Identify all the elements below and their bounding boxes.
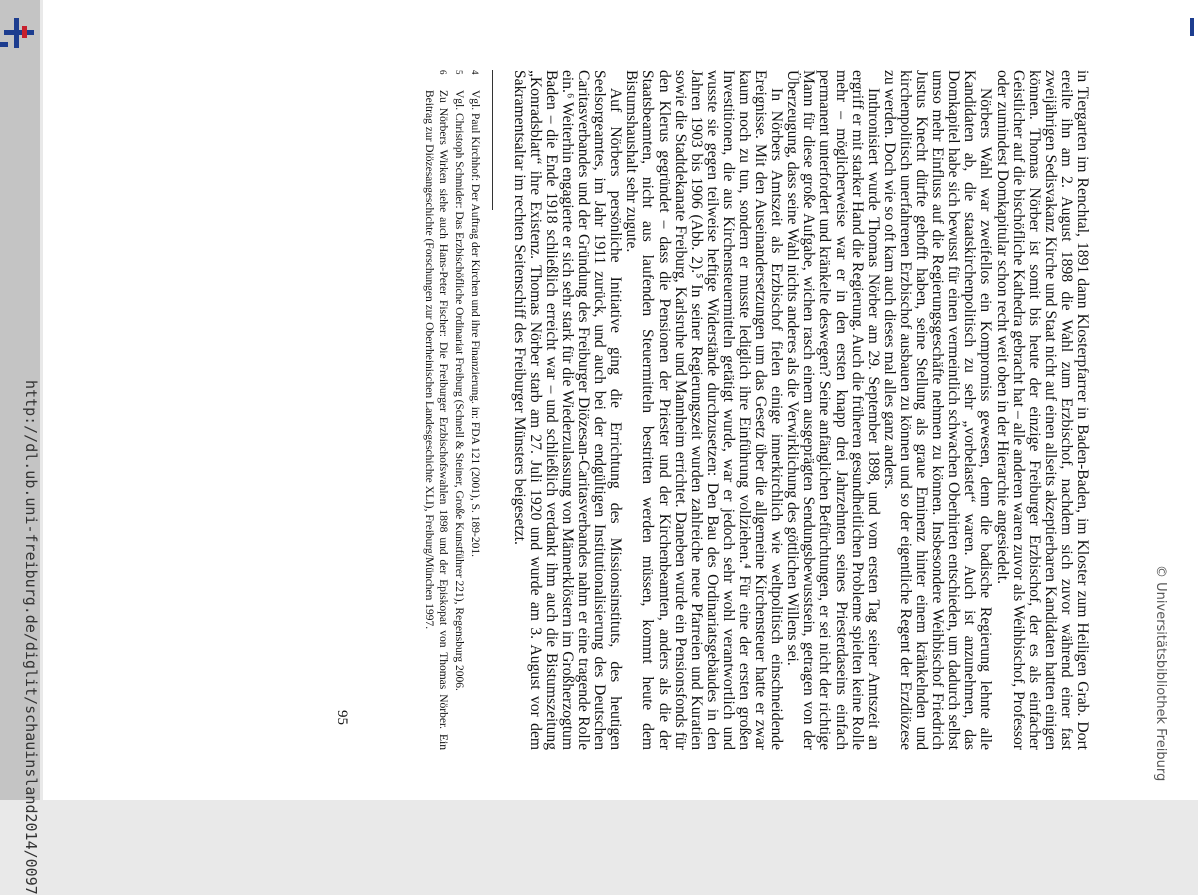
page-number: 95: [334, 710, 350, 725]
footnote-divider: [492, 70, 493, 210]
library-logo-icon: [0, 10, 36, 50]
source-url-watermark: http://dl.ub.uni-freiburg.de/diglit/schauinsland2014/0097: [22, 380, 40, 895]
footnote-text: Zu Nörbers Wirken siehe auch Hans-Peter Fischer: Die Freiburger Erzbischofswahlen 1898 und der Episkopat von Thomas Nörber. Ein Beitrag zur Diözesangeschichte (Forschungen zur Oberrheinischen Landesgeschichte XLI), Freiburg/München 1997.: [422, 90, 449, 750]
paragraph-2: Nörbers Wahl war zweifellos ein Kompromiss gewesen, denn die badische Regierung lehnte alle Kandidaten ab, die staatskirchenpolitisch zu sehr „vorbelastet“ waren. Auch ist anzunehmen, das Domkapitel habe sich bewusst für einen vermeintlich schwachen Oberhirten entschieden, um dadurch selbst umso mehr Einfluss auf die Regierungsgeschäfte nehmen zu können. Insbesondere Weihbischof Friedrich Justus Knecht dürfte gehofft haben, seine Stellung als graue Eminenz hinter einem kränkelnden und kirchenpolitisch unerfahrenen Erzbischof ausbauen zu können und so der eigentliche Regent der Erzdiözese zu werden. Doch wie so oft kam auch dieses mal alles ganz anders.: [880, 70, 995, 750]
paragraph-5: Auf Nörbers persönliche Initiative ging die Errichtung des Missionsinstituts, des heutigen Seelsorgeamtes, im Jahr 1911 zurück, und auch bei der endgültigen Institutionalisierung des Deutschen Caritasverbandes und der Gründung des Freiburger Diözesan-Caritasverbandes nahm er eine tragende Rolle ein.⁶ Weiterhin engagierte er sich sehr stark für die Wiederzulassung von Männerklöstern im Großherzogtum Baden – die Ende 1918 schließlich erreicht war – und schließlich verdankt ihm auch die Bistumszeitung „Konradsblatt“ ihre Existenz. Thomas Nörber starb am 27. Juli 1920 und wurde am 3. August vor dem Sakramentsaltar im rechten Seitenschiff des Freiburger Münsters beigesetzt.: [510, 70, 625, 750]
footnote: [452, 70, 466, 750]
footnote: [422, 70, 450, 750]
footnote-number: 4: [469, 70, 480, 75]
page-body-rotated: [40, 70, 1090, 750]
footnote: [468, 70, 482, 750]
paragraph-4: In Nörbers Amtszeit als Erzbischof fielen einige innerkirchlich wie weltpolitisch einschneidende Ereignisse. Mit den Auseinandersetzungen um das Gesetz über die allgemeine Kirchensteuer hatte er zwar kaum noch zu tun, sondern er musste lediglich ihre Einführung vollziehen.⁴ Für eine der ersten großen Investitionen, die aus Kirchensteuermitteln getätigt wurde, war er jedoch sehr wohl verantwortlich und wusste sie gegen teilweise heftige Widerstände durchzusetzen: Den Bau des Ordinariatsgebäudes in den Jahren 1903 bis 1906 (Abb. 2).⁵ In seiner Regierungszeit wurden zahlreiche neue Pfarreien und Kuratien sowie die Stadtdekanate Freiburg, Karlsruhe und Mannheim errichtet. Daneben wurde ein Pensionsfonds für den Klerus gegründet – dass die Pensionen der Priester und der Kirchenbeamten, anders als die der Staatsbeamten, nicht aus laufenden Steuermitteln bestritten werden müssen, kommt heute dem Bistumshaushalt sehr zugute.: [623, 70, 786, 750]
footnote-number: 6: [437, 70, 448, 75]
footnote-text: Vgl. Christoph Schmider: Das Erzbischöfliche Ordinariat Freiburg (Schnell & Steiner, Große Kunstführer 221), Regensburg 2006.: [452, 90, 465, 691]
paragraph-1: in Tiergarten im Renchtal, 1891 dann Klosterpfarrer in Baden-Baden, im Kloster zum Heiligen Grab. Dort ereilte ihn am 2. August 1898 die Wahl zum Erzbischof, nachdem sich zuvor während einer fast zweijährigen Sedisvakanz Kirche und Staat nicht auf einen allseits akzeptierbaren Kandidaten hatten einigen können. Thomas Nörber ist somit bis heute der einzige Freiburger Erzbischof, der es als einfacher Geistlicher auf die bischöfliche Kathedra gebracht hat – alle anderen waren zuvor als Weihbischof, Professor oder zumindest Domkapitular schon recht weit oben in der Hierarchie angesiedelt.: [993, 70, 1091, 750]
library-copyright-watermark: © Universitätsbibliothek Freiburg: [1153, 565, 1168, 782]
paragraph-3: Inthronisiert wurde Thomas Nörber am 29. September 1898, und vom ersten Tag seiner Amtszeit an ergriff er mit starker Hand die Regierung. Auch die früheren gesundheitlichen Probleme spielten keine Rolle mehr – möglicherweise war er in den ersten knapp drei Jahrzehnten seines Priesterdaseins einfach permanent unterfordert und kränkelte deswegen? Seine anfänglichen Befürchtungen, er sei nicht der richtige Mann für diese große Aufgabe, wichen rasch einem ausgeprägten Sendungsbewusstsein, getragen von der Überzeugung, dass seine Wahl nichts anderes als die Verwirklichung des göttlichen Willens sei.: [784, 70, 882, 750]
footnote-number: 5: [453, 70, 464, 75]
footnote-text: Vgl. Paul Kirchhof: Der Auftrag der Kirchen und ihre Finanzierung. in: FDA 121 (2001), S. 189-201.: [468, 90, 481, 557]
page-edge-mark-icon: [1188, 18, 1198, 38]
